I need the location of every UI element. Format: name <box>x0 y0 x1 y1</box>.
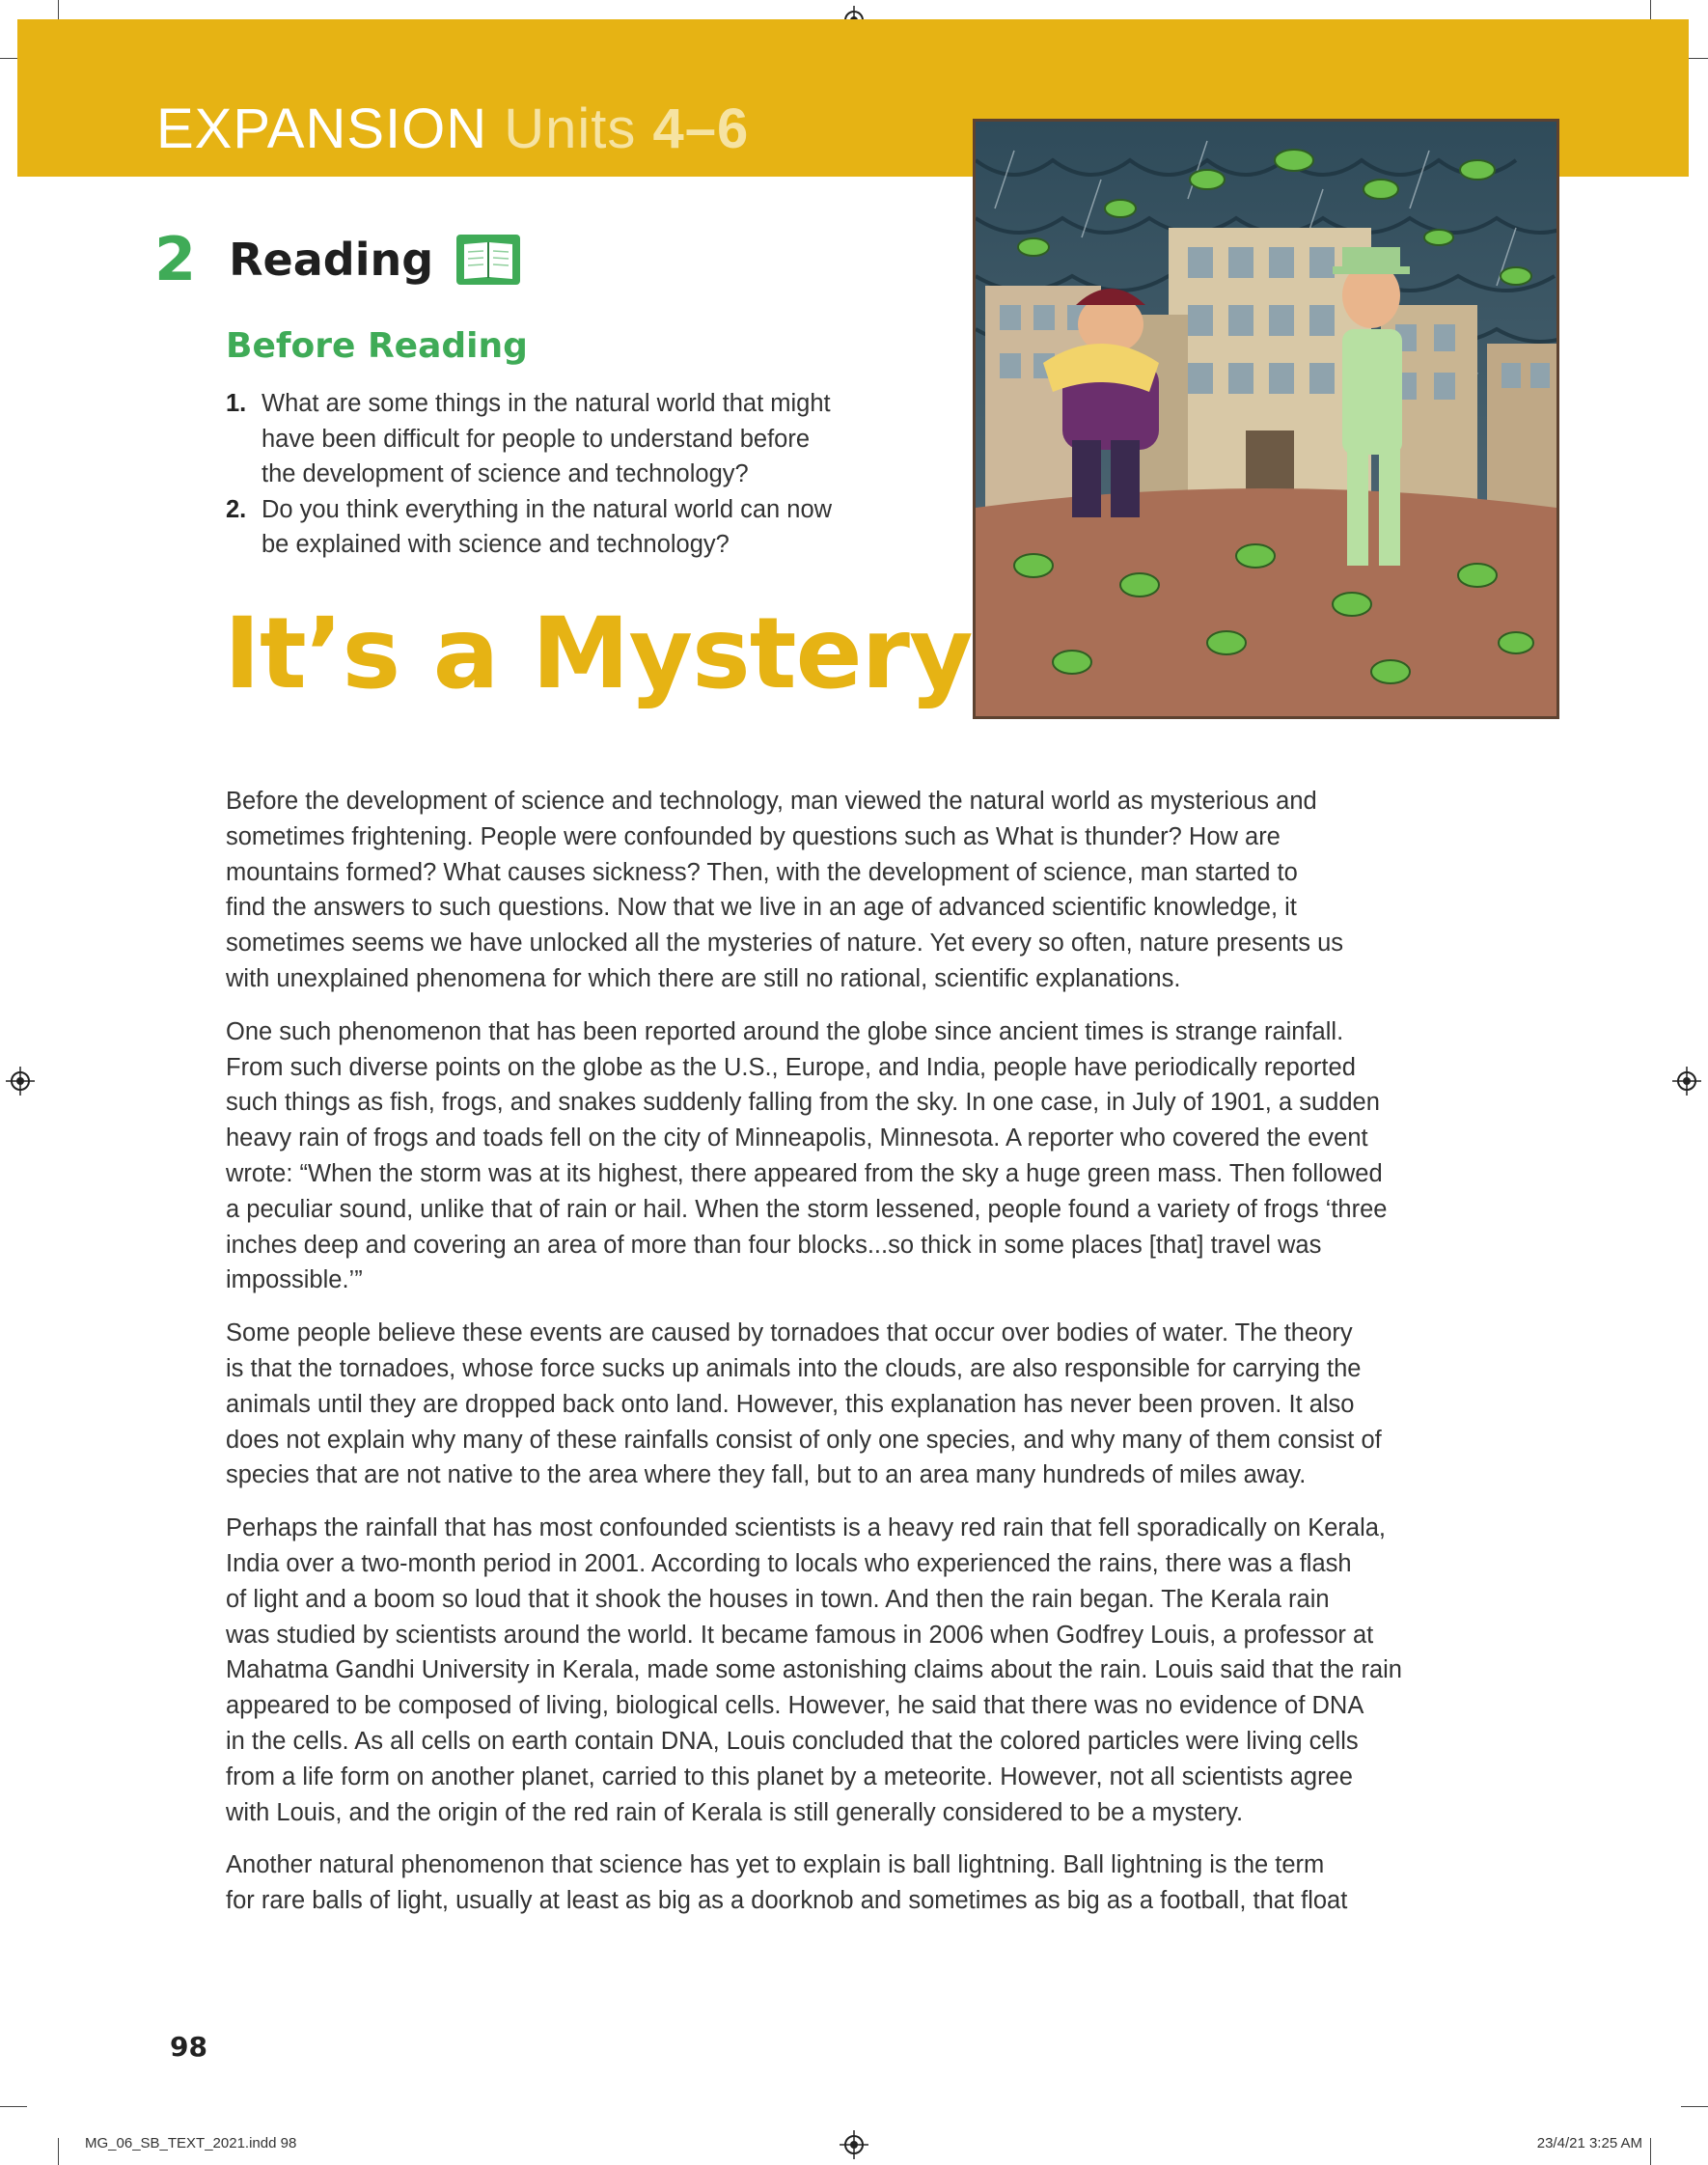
unit-header <box>156 97 749 161</box>
text-line: India over a two-month period in 2001. According to locals who experienced the rains, there was a flash <box>226 1549 1352 1577</box>
registration-mark-icon <box>6 1067 35 1096</box>
section-heading <box>154 224 522 294</box>
question-item <box>226 386 901 492</box>
print-slug-file: MG_06_SB_TEXT_2021.indd 98 <box>85 2135 297 2151</box>
text-line: in the cells. As all cells on earth contain DNA, Louis concluded that the colored particles were living cells <box>226 1727 1359 1755</box>
units-label: Units <box>504 97 637 160</box>
text-line: impossible.’” <box>226 1266 363 1294</box>
frogs-raining-illustration <box>973 119 1559 719</box>
text-line: From such diverse points on the globe as the U.S., Europe, and India, people have periodically reported <box>226 1053 1356 1081</box>
expansion-label: EXPANSION <box>156 97 488 160</box>
units-range: 4–6 <box>652 97 750 160</box>
text-line: inches deep and covering an area of more than four blocks...so thick in some places [that] travel was <box>226 1231 1322 1259</box>
question-number: 2. <box>226 495 247 523</box>
print-slug-date: 23/4/21 3:25 AM <box>1536 2135 1642 2151</box>
text-line: wrote: “When the storm was at its highest, there appeared from the sky a huge green mass. Then followed <box>226 1159 1383 1187</box>
text-line: is that the tornadoes, whose force sucks up animals into the clouds, are also responsible for carrying the <box>226 1354 1362 1382</box>
text-line: sometimes seems we have unlocked all the mysteries of nature. Yet every so often, nature presents us <box>226 930 1344 958</box>
book-icon <box>455 233 522 287</box>
question-line: be explained with science and technology? <box>262 531 730 558</box>
question-line: the development of science and technology? <box>262 460 749 487</box>
text-line: a peculiar sound, unlike that of rain or hail. When the storm lessened, people found a variety of frogs ‘three <box>226 1195 1388 1223</box>
text-line: appeared to be composed of living, biological cells. However, he said that there was no evidence of DNA <box>226 1692 1364 1720</box>
text-line: mountains formed? What causes sickness? Then, with the development of science, man started to <box>226 858 1298 886</box>
text-line: One such phenomenon that has been reported around the globe since ancient times is strange rainfall. <box>226 1017 1344 1045</box>
section-title: Reading <box>229 233 434 286</box>
crop-mark <box>0 2106 27 2107</box>
before-reading-heading: Before Reading <box>226 326 528 366</box>
question-line: Do you think everything in the natural world can now <box>262 495 833 523</box>
story-paragraph <box>226 784 1509 997</box>
text-line: animals until they are dropped back onto land. However, this explanation has never been proven. It also <box>226 1390 1355 1418</box>
text-line: Before the development of science and technology, man viewed the natural world as mysterious and <box>226 788 1317 815</box>
question-list <box>226 386 901 563</box>
text-line: Another natural phenomenon that science has yet to explain is ball lightning. Ball lightning is the term <box>226 1851 1325 1879</box>
text-line: was studied by scientists around the world. It became famous in 2006 when Godfrey Louis, a professor at <box>226 1621 1374 1649</box>
text-line: of light and a boom so loud that it shook the houses in town. And then the rain began. The Kerala rain <box>226 1585 1330 1613</box>
text-line: Perhaps the rainfall that has most confounded scientists is a heavy red rain that fell sporadically on Kerala, <box>226 1514 1386 1542</box>
text-line: with Louis, and the origin of the red rain of Kerala is still generally considered to be a mystery. <box>226 1798 1244 1826</box>
page-number: 98 <box>170 2031 207 2063</box>
story-paragraph <box>226 1014 1509 1298</box>
text-line: sometimes frightening. People were confounded by questions such as What is thunder? How are <box>226 822 1281 850</box>
text-line: with unexplained phenomena for which there are still no rational, scientific explanations. <box>226 964 1181 992</box>
text-line: for rare balls of light, usually at least as big as a doorknob and sometimes as big as a football, that float <box>226 1887 1348 1915</box>
question-line: have been difficult for people to understand before <box>262 425 811 453</box>
story-title: It’s a Mystery <box>224 597 973 711</box>
text-line: Mahatma Gandhi University in Kerala, made some astonishing claims about the rain. Louis said that the rain <box>226 1656 1402 1684</box>
text-line: species that are not native to the area where they fall, but to an area many hundreds of miles away. <box>226 1461 1307 1489</box>
registration-mark-icon <box>1672 1067 1701 1096</box>
section-number: 2 <box>154 224 197 294</box>
illustration-art <box>976 122 1556 716</box>
registration-mark-icon <box>840 2130 868 2159</box>
story-paragraph <box>226 1316 1509 1493</box>
text-line: from a life form on another planet, carried to this planet by a meteorite. However, not all scientists agree <box>226 1763 1353 1790</box>
question-line: What are some things in the natural world that might <box>262 390 831 417</box>
text-line: find the answers to such questions. Now that we live in an age of advanced scientific knowledge, it <box>226 894 1297 922</box>
crop-mark <box>1681 2106 1708 2107</box>
text-line: heavy rain of frogs and toads fell on the city of Minneapolis, Minnesota. A reporter who covered the event <box>226 1124 1368 1152</box>
text-line: does not explain why many of these rainfalls consist of only one species, and why many of them consist of <box>226 1426 1382 1454</box>
text-line: such things as fish, frogs, and snakes suddenly falling from the sky. In one case, in July of 1901, a sudden <box>226 1089 1380 1117</box>
crop-mark <box>58 2138 59 2165</box>
question-item <box>226 492 901 563</box>
question-number: 1. <box>226 390 247 417</box>
story-body <box>226 784 1509 1936</box>
crop-mark <box>1650 2138 1651 2165</box>
story-paragraph <box>226 1511 1509 1830</box>
story-paragraph <box>226 1847 1509 1919</box>
text-line: Some people believe these events are caused by tornadoes that occur over bodies of water. The theory <box>226 1319 1353 1347</box>
